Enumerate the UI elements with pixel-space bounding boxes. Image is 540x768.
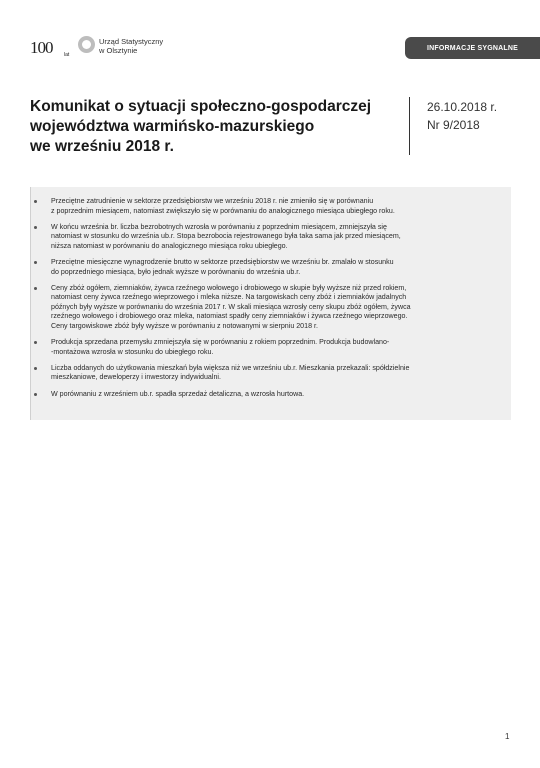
bullet-icon: [34, 287, 37, 290]
summary-item: [51, 197, 499, 216]
summary-item: [51, 258, 499, 277]
summary-item-line: natomiast ceny żywca rzeźnego wieprzowego i mleka niższe. Na targowiskach ceny zbóż i ziemniaków jadalnych: [51, 293, 407, 302]
centenary-logo-number: 100: [30, 38, 53, 57]
summary-item-line: do poprzedniego miesiąca, było jednak wyższe w porównaniu do września ub.r.: [51, 267, 301, 276]
office-name-line: w Olsztynie: [99, 46, 138, 55]
page-number: 1: [505, 732, 510, 741]
bullet-icon: [34, 226, 37, 229]
summary-item: [51, 390, 499, 400]
bullet-icon: [34, 261, 37, 264]
summary-list: [31, 187, 511, 399]
summary-item-line: Ceny zbóż ogółem, ziemniaków, żywca rzeźnego wołowego i drobiowego w skupie były wyższe niż przed rokiem,: [51, 283, 407, 292]
summary-item-line: późnych były wyższe w porównaniu do września 2017 r. W skali miesiąca wzrosły ceny skupu zbóż ogółem, żywca: [51, 302, 411, 311]
summary-box: [30, 187, 511, 420]
summary-item-line: Przeciętne miesięczne wynagrodzenie brutto w sektorze przedsiębiorstw we wrześniu br. zmalało w stosunku: [51, 257, 394, 266]
summary-item-line: -montażowa wzrosła w stosunku do ubiegłego roku.: [51, 347, 214, 356]
publication-date: 26.10.2018 r.: [427, 100, 498, 114]
summary-item-line: rzeźnego wołowego i drobiowego oraz mleka, natomiast spadły ceny ziemniaków i żywca rzeźnego wieprzowego.: [51, 312, 408, 321]
bullet-icon: [34, 367, 37, 370]
summary-item: [51, 284, 499, 332]
title-line: Komunikat o sytuacji społeczno-gospodarczej: [30, 98, 372, 115]
summary-item-line: W końcu września br. liczba bezrobotnych wzrosła w porównaniu z poprzednim miesiącem, zmniejszyła się: [51, 222, 387, 231]
summary-item-line: W porównaniu z wrześniem ub.r. spadła sprzedaż detaliczna, a wzrosła hurtowa.: [51, 389, 305, 398]
summary-item-line: Ceny targowiskowe zbóż były wyższe w porównaniu z notowanymi w sierpniu 2018 r.: [51, 322, 318, 331]
centenary-logo: [30, 38, 70, 58]
title-line: we wrześniu 2018 r.: [30, 138, 174, 155]
bullet-icon: [34, 393, 37, 396]
summary-item: [51, 364, 499, 383]
summary-item-line: Liczba oddanych do użytkowania mieszkań była większa niż we wrześniu ub.r. Mieszkania przekazali: spółdzielnie: [51, 363, 410, 372]
title-divider: [409, 97, 410, 155]
office-name: [99, 37, 163, 55]
summary-item-line: mieszkaniowe, deweloperzy i inwestorzy indywidualni.: [51, 373, 221, 382]
summary-item-line: Przeciętne zatrudnienie w sektorze przedsiębiorstw we wrześniu 2018 r. nie zmieniło się w porównaniu: [51, 197, 374, 205]
document-title: [30, 97, 390, 157]
title-line: województwa warmińsko-mazurskiego: [30, 118, 315, 135]
publication-type-badge: INFORMACJE SYGNALNE: [405, 37, 540, 59]
office-name-line: Urząd Statystyczny: [99, 37, 164, 46]
summary-item-line: natomiast w stosunku do września ub.r. Stopa bezrobocia rejestrowanego była taka sama jak przed miesiącem,: [51, 232, 401, 241]
document-meta: [427, 98, 497, 134]
centenary-logo-sub: lat: [64, 52, 70, 58]
statistics-office-emblem-icon: [78, 36, 95, 53]
summary-item-line: niższa natomiast w porównaniu do analogicznego miesiąca roku ubiegłego.: [51, 241, 288, 250]
summary-item-line: z poprzednim miesiącem, natomiast zwiększyło się w porównaniu do analogicznego miesiąca ubiegłego roku.: [51, 206, 395, 215]
publication-number: Nr 9/2018: [427, 118, 480, 132]
bullet-icon: [34, 341, 37, 344]
bullet-icon: [34, 200, 37, 203]
summary-item-line: Produkcja sprzedana przemysłu zmniejszyła się w porównaniu z rokiem poprzednim. Produkcja budowlano-: [51, 338, 390, 347]
summary-item: [51, 338, 499, 357]
summary-item: [51, 223, 499, 252]
